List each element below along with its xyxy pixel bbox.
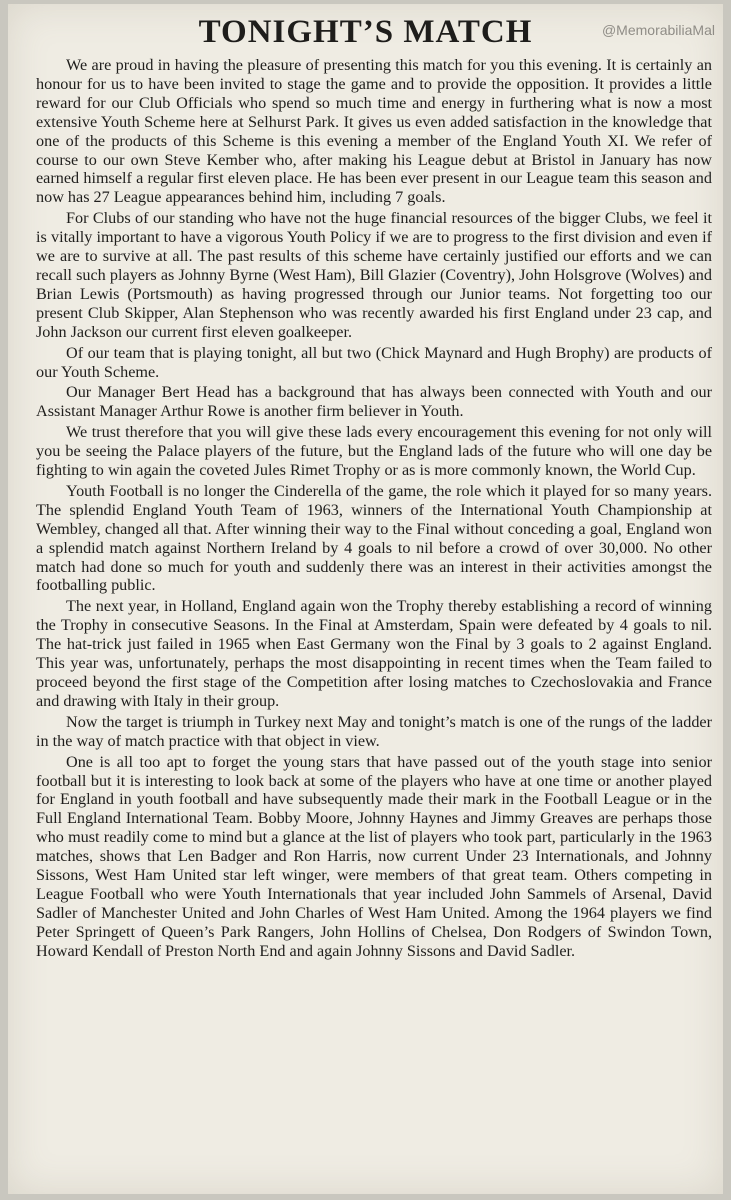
paragraph-1: We are proud in having the pleasure of presenting this match for you this evening. It is certainly an honour for us to have been invited to stage the game and to provide the opposition. It provides a little reward for our Club Officials who spend so much time and energy in furthering what is now a most extensive Youth Scheme here at Selhurst Park. It gives us even added satisfaction in the knowledge that one of the products of this Scheme is this evening a member of the England Youth XI. We refer of course to our own Steve Kember who, after making his League debut at Bristol in January has now earned himself a regular first eleven place. He has been ever present in our League team this season and now has 27 League appearances behind him, including 7 goals. (36, 56, 712, 207)
paragraph-4: Our Manager Bert Head has a background that has always been connected with Youth and our Assistant Manager Arthur Rowe is another firm believer in Youth. (36, 383, 712, 421)
page-header (8, 14, 723, 54)
page-title: TONIGHT’S MATCH (198, 14, 533, 50)
paragraph-2: For Clubs of our standing who have not the huge financial resources of the bigger Clubs, we feel it is vitally important to have a vigorous Youth Policy if we are to progress to the first division and even if we are to survive at all. The past results of this scheme have certainly justified our efforts and we can recall such players as Johnny Byrne (West Ham), Bill Glazier (Coventry), John Holsgrove (Wolves) and Brian Lewis (Portsmouth) as having progressed through our Junior teams. Not forgetting too our present Club Skipper, Alan Stephenson who was recently awarded his first England under 23 cap, and John Jackson our current first eleven goalkeeper. (36, 209, 712, 341)
paragraph-8: Now the target is triumph in Turkey next May and tonight’s match is one of the rungs of the ladder in the way of match practice with that object in view. (36, 712, 712, 750)
watermark-handle: @MemorabiliaMal (601, 22, 715, 38)
paragraph-6: Youth Football is no longer the Cinderella of the game, the role which it played for so many years. The splendid England Youth Team of 1963, winners of the International Youth Championship at Wembley, changed all that. After winning their way to the Final without conceding a goal, England won a splendid match against Northern Ireland by 4 goals to nil before a crowd of over 30,000. No other match had done so much for youth and suddenly there was an interest in their activities amongst the footballing public. (36, 481, 712, 595)
paragraph-9: One is all too apt to forget the young stars that have passed out of the youth stage into senior football but it is interesting to look back at some of the players who have at one time or another played for England in youth football and have subsequently made their mark in the Football League or in the Full England International Team. Bobby Moore, Johnny Haynes and Jimmy Greaves are perhaps those who must readily come to mind but a glance at the list of players who took part, particularly in the 1963 matches, shows that Len Badger and Ron Harris, now current Under 23 Internationals, and Johnny Sissons, West Ham United star left winger, were members of that great team. Others competing in League Football who were Youth Internationals that year included John Sammels of Arsenal, David Sadler of Manchester United and John Charles of West Ham United. Among the 1964 players we find Peter Springett of Queen’s Park Rangers, John Hollins of Chelsea, Don Rodgers of Swindon Town, Howard Kendall of Preston North End and again Johnny Sissons and David Sadler. (36, 752, 712, 960)
programme-page (8, 4, 723, 1194)
paragraph-7: The next year, in Holland, England again won the Trophy thereby establishing a record of winning the Trophy in consecutive Seasons. In the Final at Amsterdam, Spain were defeated by 4 goals to nil. The hat-trick just failed in 1965 when East Germany won the Final by 3 goals to 2 against England. This year was, unfortunately, perhaps the most disappointing in recent times when the Team failed to proceed beyond the first stage of the Competition after losing matches to Czechoslovakia and France and drawing with Italy in their group. (36, 597, 712, 710)
paragraph-5: We trust therefore that you will give these lads every encouragement this evening for not only will you be seeing the Palace players of the future, but the England lads of the future who will one day be fighting to win again the coveted Jules Rimet Trophy or as is more commonly known, the World Cup. (36, 423, 712, 480)
paragraph-3: Of our team that is playing tonight, all but two (Chick Maynard and Hugh Brophy) are products of our Youth Scheme. (36, 343, 712, 381)
article-body (36, 56, 712, 963)
